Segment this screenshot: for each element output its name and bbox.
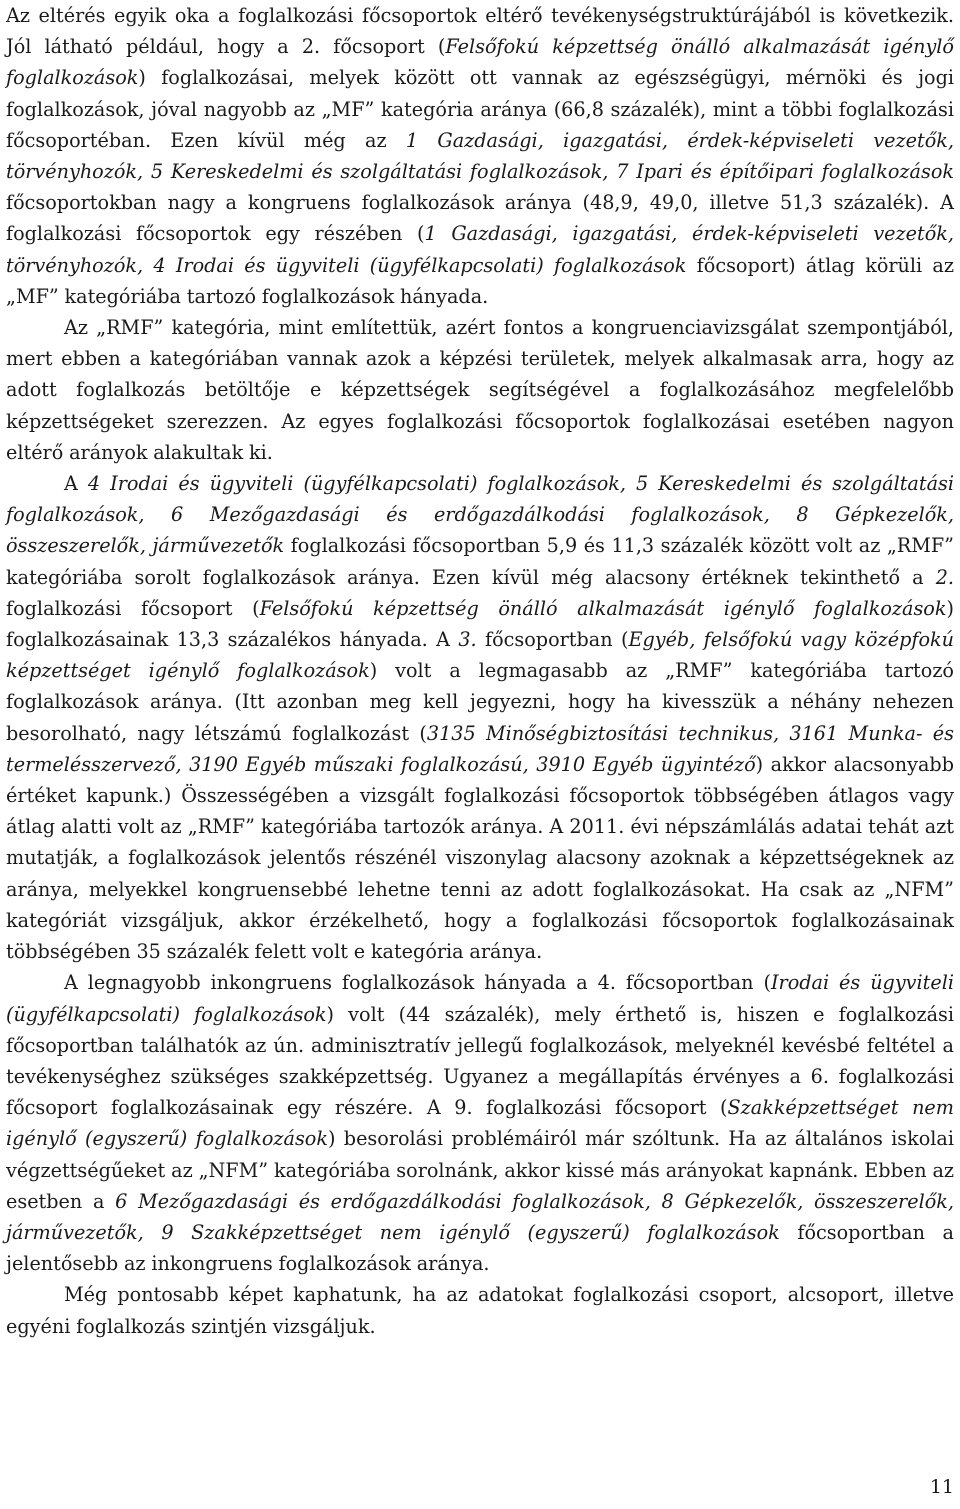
italic-text-run: 6 Mezőgazdasági és erdőgazdálkodási foglalkozások, 8 Gépkezelők, összeszerelők, járművezetők, 9 Szakképzettséget nem igénylő (egyszerű) foglalkozások <box>6 1189 954 1244</box>
text-run: Az eltérés egyik oka a foglalkozási főcsoportok eltérő tevékenységstruktúrájából is következik. Jól látható például, hogy a 2. főcsoport ( <box>6 4 954 59</box>
paragraph-4 <box>6 967 954 1279</box>
text-run: A legnagyobb inkongruens foglalkozások hányada a 4. főcsoportban ( <box>64 971 771 995</box>
text-run: ) akkor alacsonyabb értéket kapunk.) Összességében a vizsgált foglalkozási főcsoportok többségében átlagos vagy átlag alatti volt az „RMF” kategóriába tartozók aránya. A 2011. évi népszámlálás adatai tehát azt mutatják, a foglalkozások jelentős részénél viszonylag alacsony azoknak a képzettségeknek az aránya, melyekkel kongruensebbé lehetne tenni az adott foglalkozásokat. Ha csak az „NFM” kategóriát vizsgáljuk, akkor érzékelhető, hogy a foglalkozási főcsoportok foglalkozásainak többségében 35 százalék felett volt e kategória aránya. <box>6 752 954 964</box>
italic-text-run: Egyéb, felsőfokú vagy középfokú képzettséget igénylő foglalkozások <box>6 628 954 683</box>
text-run: főcsoportban a jelentősebb az inkongruens foglalkozások aránya. <box>6 1220 954 1276</box>
italic-text-run: Felsőfokú képzettség önálló alkalmazását igénylő foglalkozások <box>259 596 947 620</box>
paragraph-3 <box>6 468 954 967</box>
page-number: 11 <box>929 1476 954 1498</box>
paragraph-2 <box>6 312 954 468</box>
italic-text-run: 3135 Minőségbiztosítási technikus, 3161 Munka- és termelésszervező, 3190 Egyéb műszaki foglalkozású, 3910 Egyéb ügyintéző <box>6 721 954 776</box>
text-run: Még pontosabb képet kaphatunk, ha az adatokat foglalkozási csoport, alcsoport, illetve egyéni foglalkozás szintjén vizsgáljuk. <box>6 1283 954 1338</box>
italic-text-run: Felsőfokú képzettség önálló alkalmazását igénylő foglalkozások <box>6 35 954 90</box>
italic-text-run: Irodai és ügyviteli (ügyfélkapcsolati) foglalkozások <box>6 971 954 1026</box>
italic-text-run: 4 Irodai és ügyviteli (ügyfélkapcsolati) foglalkozások, 5 Kereskedelmi és szolgáltatási foglalkozások, 6 Mezőgazdasági és erdőgazdálkodási foglalkozások, 8 Gépkezelők, összeszerelők, járművezetők <box>6 472 954 558</box>
text-run: Az „RMF” kategória, mint említettük, azért fontos a kongruenciavizsgálat szempontjából, mert ebben a kategóriában vannak azok a képzési területek, melyek alkalmasak arra, hogy az adott foglalkozás betöltője e képzettségek segítségével a foglalkozásához megfelelőbb képzettségeket szerezzen. Az egyes foglalkozási főcsoportok foglalkozásai esetében nagyon eltérő arányok alakultak ki. <box>6 316 954 464</box>
italic-text-run: Szakképzettséget nem igénylő (egyszerű) foglalkozások <box>6 1096 954 1151</box>
text-run: A <box>64 472 88 496</box>
italic-text-run: 3. <box>458 628 477 652</box>
document-page <box>6 0 954 1342</box>
paragraph-5 <box>6 1279 954 1341</box>
text-run: foglalkozási főcsoport ( <box>6 596 260 620</box>
text-run: főcsoport) átlag körüli az „MF” kategóriába tartozó foglalkozások hányada. <box>6 253 954 308</box>
text-run: ) foglalkozásai, melyek között ott vannak az egészségügyi, mérnöki és jogi foglalkozások, jóval nagyobb az „MF” kategória aránya (66,8 százalék), mint a többi foglalkozási főcsoportéban. Ezen kívül még az <box>6 66 954 152</box>
text-run: ) volt a legmagasabb az „RMF” kategóriába tartozó foglalkozások aránya. (Itt azonban meg kell jegyezni, hogy ha kivesszük a néhány nehezen besorolható, nagy létszámú foglalkozást ( <box>6 659 954 745</box>
italic-text-run: 1 Gazdasági, igazgatási, érdek-képviseleti vezetők, törvényhozók, 4 Irodai és ügyviteli (ügyfélkapcsolati) foglalkozások <box>6 222 954 277</box>
text-run: ) foglalkozásainak 13,3 százalékos hányada. A <box>6 596 954 652</box>
text-run: ) volt (44 százalék), mely érthető is, hiszen e foglalkozási főcsoportban találhatók az ún. adminisztratív jellegű foglalkozások, melyeknél kevésbé feltétel a tevékenységhez szükséges szakképzettség. Ugyanez a megállapítás érvényes a 6. foglalkozási főcsoport foglalkozásainak egy részére. A 9. foglalkozási főcsoport ( <box>6 1002 954 1120</box>
italic-text-run: 1 Gazdasági, igazgatási, érdek-képviseleti vezetők, törvényhozók, 5 Kereskedelmi és szolgáltatási foglalkozások, 7 Ipari és építőipari foglalkozások <box>6 128 954 184</box>
text-run: főcsoportban ( <box>476 628 629 652</box>
italic-text-run: 2. <box>935 565 954 589</box>
text-run: ) besorolási problémáiról már szóltunk. Ha az általános iskolai végzettségűeket az „NFM” kategóriába sorolnánk, akkor kissé más arányokat kapnánk. Ebben az esetben a <box>6 1127 954 1213</box>
text-run: főcsoportokban nagy a kongruens foglalkozások aránya (48,9, 49,0, illetve 51,3 százalék). A foglalkozási főcsoportok egy részében ( <box>6 191 954 246</box>
text-run: foglalkozási főcsoportban 5,9 és 11,3 százalék között volt az „RMF” kategóriába sorolt foglalkozások aránya. Ezen kívül még alacsony értéknek tekinthető a <box>6 534 954 589</box>
paragraph-1 <box>6 0 954 312</box>
